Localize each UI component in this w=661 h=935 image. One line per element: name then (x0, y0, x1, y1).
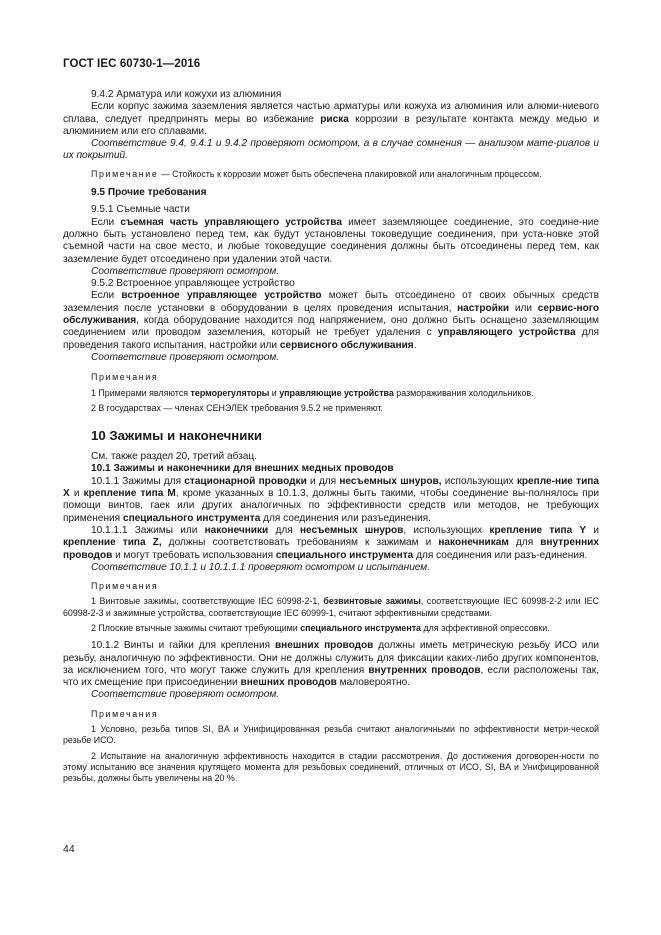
heading-9-4-2: 9.4.2 Арматура или кожухи из алюминия (91, 89, 282, 100)
note-9-5-2: 2 В государствах — членах СЕНЭЛЕК требования 9.5.2 не применяют. (91, 402, 383, 413)
page-number: 44 (63, 843, 75, 855)
compliance-9-5-2: Соответствие проверяют осмотром. (91, 351, 280, 363)
notes-label-9-5: Примечания (91, 372, 159, 383)
notes-label-10-1-2: Примечания (91, 708, 159, 719)
paragraph-9-4-2: Если корпус зажима заземления является частью арматуры или кожуха из алюминия или алюми-ниевого сплава, следует предпринять меры во избежание риска коррозии в результате контакта между медью и алюминием или его сплавами. (63, 101, 599, 137)
heading-section-10: 10 Зажимы и наконечники (91, 428, 263, 444)
note-10-1-1-2: 2 Плоские втычные зажимы считают требующими специального инструмента для эффективной опрессовки. (91, 622, 550, 633)
document-body (63, 89, 599, 785)
paragraph-9-5-2: Если встроенное управляющее устройство может быть отсоединено от своих обычных средств заземления после установки в оборудовании в целях проведения испытания, настройки или сервис-ного обслуживания, когда оборудование находится под напряжением, оно должно быть оснащено заземляющим соединением или проводом заземления, который не требует удаления с управляющего устройства для проведения такого испытания, настройки или сервисного обслуживания. (63, 290, 600, 351)
note-10-1-1-1: 1 Винтовые зажимы, соответствующие IEC 60998-2-1, безвинтовые зажимы, соответствующие IEC 60998-2-2 или IEC 60998-2-3 и зажимные устройства, соответствующие IEC 60999-1, считают эффективными средствами. (63, 596, 599, 618)
compliance-9-5-1: Соответствие проверяют осмотром. (91, 265, 280, 277)
page-header-standard-code: ГОСТ IEC 60730-1—2016 (63, 58, 201, 70)
heading-9-5-2: 9.5.2 Встроенное управляющее устройство (91, 278, 295, 290)
heading-9-5-1: 9.5.1 Съемные части (91, 204, 190, 216)
paragraph-10-1-2: 10.1.2 Винты и гайки для крепления внешних проводов должны иметь метрическую резьбу ИСО или резьбу, аналогичную по эффективности. Они не должны служить для фиксации каких-либо других компонентов, за исключением того, что могут также служить для крепления внутренних проводов, если расположены так, что их смещение при присоединении внешних проводов маловероятно. (63, 640, 600, 689)
heading-9-5: 9.5 Прочие требования (91, 187, 207, 199)
compliance-9-4: Соответствие 9.4, 9.4.1 и 9.4.2 проверяют осмотром, а в случае сомнения — анализом мате-риалов и их покрытий. (63, 138, 599, 162)
note-10-1-2-1: 1 Условно, резьба типов SI, BA и Унифицированная резьба считают аналогичными по эффективности метри-ческой резьбе ИСО. (63, 724, 599, 746)
paragraph-10-1-1-1: 10.1.1.1 Зажимы или наконечники для несъемных шнуров, использующих крепление типа Y и крепление типа Z, должны соответствовать требованиям к зажимам и наконечникам для внутренних проводов и могут требовать использования специального инструмента для соединения или разъ-единения. (63, 524, 600, 561)
notes-label-10-1-1: Примечания (91, 581, 159, 592)
heading-10-1: 10.1 Зажимы и наконечники для внешних медных проводов (91, 463, 394, 475)
compliance-10-1-1: Соответствие 10.1.1 и 10.1.1.1 проверяют осмотром и испытанием. (91, 561, 431, 573)
paragraph-9-5-1: Если съемная часть управляющего устройства имеет заземляющее соединение, это соедине-ние должно быть установлено перед тем, как будут установлены токоведущие соединения, при уста-новке этой съемной части на свое место, и любые токоведущие соединения должны быть отсоединены перед тем, как заземление будет отсоединено при удалении этой части. (63, 216, 599, 265)
paragraph-10-intro: См. также раздел 20, третий абзац. (91, 451, 257, 463)
note-corrosion: Примечание — Стойкость к коррозии может быть обеспечена плакировкой или аналогичным процессом. (91, 168, 542, 179)
paragraph-10-1-1: 10.1.1 Зажимы для стационарной проводки и для несъемных шнуров, использующих крепле-ние типа X и крепление типа M, кроме указанных в 10.1.3, должны быть такими, чтобы соединение вы-полнялось при помощи винтов, гаек или других аналогичных по эффективности средств или методов, не требующих применения специального инструмента для соединения или разъединения. (63, 475, 600, 524)
note-10-1-2-2: 2 Испытание на аналогичную эффективность находится в стадии рассмотрения. До достижения договорен-ности по этому испытанию все значения крутящего момента для резьбовых соединений, отличных от ИСО, SI, BA и Унифицированной резьбы, должны быть увеличены на 20 %. (63, 750, 599, 784)
note-9-5-1: 1 Примерами являются терморегуляторы и управляющие устройства размораживания холодильников. (91, 387, 534, 398)
compliance-10-1-2: Соответствие проверяют осмотром. (91, 689, 280, 701)
